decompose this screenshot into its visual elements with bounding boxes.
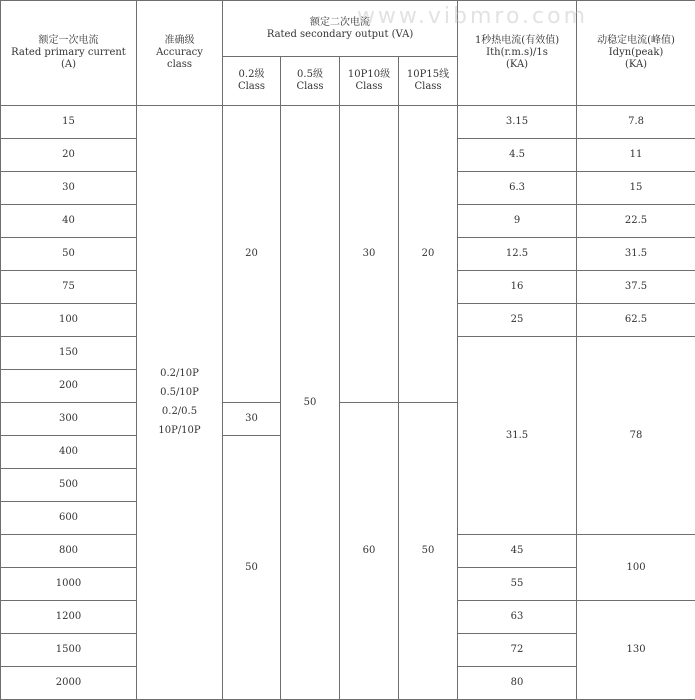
ith-cell: 25 (458, 304, 577, 337)
ith-cell: 16 (458, 271, 577, 304)
accuracy-class-cell: 0.2/10P 0.5/10P 0.2/0.5 10P/10P (137, 106, 223, 700)
primary-current-cell: 40 (1, 205, 137, 238)
idyn-cell: 130 (577, 601, 695, 700)
header-thermal-current: 1秒热电流(有效值) Ith(r.m.s)/1s (KA) (458, 1, 577, 106)
header-accuracy-class: 准确级 Accuracy class (137, 1, 223, 106)
ith-cell: 9 (458, 205, 577, 238)
header-class-10p15: 10P15线 Class (399, 57, 458, 106)
header-class-10p10: 10P10级 Class (340, 57, 399, 106)
primary-current-cell: 20 (1, 139, 137, 172)
primary-current-cell: 75 (1, 271, 137, 304)
idyn-cell: 62.5 (577, 304, 695, 337)
ith-cell: 4.5 (458, 139, 577, 172)
output-10p15-cell: 20 (399, 106, 458, 403)
output-05-cell: 50 (281, 106, 340, 700)
primary-current-cell: 150 (1, 337, 137, 370)
ith-cell: 55 (458, 568, 577, 601)
primary-current-cell: 100 (1, 304, 137, 337)
output-02-cell: 30 (223, 403, 281, 436)
table-row (1, 106, 695, 139)
ith-cell: 31.5 (458, 337, 577, 535)
header-class-05: 0.5级 Class (281, 57, 340, 106)
primary-current-cell: 200 (1, 370, 137, 403)
primary-current-cell: 15 (1, 106, 137, 139)
output-10p15-cell: 50 (399, 403, 458, 700)
primary-current-cell: 1200 (1, 601, 137, 634)
idyn-cell: 37.5 (577, 271, 695, 304)
primary-current-cell: 1000 (1, 568, 137, 601)
primary-current-cell: 500 (1, 469, 137, 502)
primary-current-cell: 300 (1, 403, 137, 436)
primary-current-cell: 800 (1, 535, 137, 568)
watermark-text: www.vibmro.com (356, 4, 589, 29)
ith-cell: 63 (458, 601, 577, 634)
idyn-cell: 11 (577, 139, 695, 172)
ith-cell: 80 (458, 667, 577, 700)
output-10p10-cell: 60 (340, 403, 399, 700)
idyn-cell: 100 (577, 535, 695, 601)
idyn-cell: 22.5 (577, 205, 695, 238)
primary-current-cell: 400 (1, 436, 137, 469)
header-class-02: 0.2级 Class (223, 57, 281, 106)
primary-current-cell: 50 (1, 238, 137, 271)
primary-current-cell: 30 (1, 172, 137, 205)
output-02-cell: 50 (223, 436, 281, 700)
ith-cell: 72 (458, 634, 577, 667)
ith-cell: 6.3 (458, 172, 577, 205)
primary-current-cell: 2000 (1, 667, 137, 700)
output-10p10-cell: 30 (340, 106, 399, 403)
header-row (1, 1, 695, 57)
primary-current-cell: 600 (1, 502, 137, 535)
idyn-cell: 15 (577, 172, 695, 205)
primary-current-cell: 1500 (1, 634, 137, 667)
idyn-cell: 78 (577, 337, 695, 535)
header-primary-current: 额定一次电流 Rated primary current (A) (1, 1, 137, 106)
ith-cell: 3.15 (458, 106, 577, 139)
output-02-cell: 20 (223, 106, 281, 403)
idyn-cell: 31.5 (577, 238, 695, 271)
ith-cell: 45 (458, 535, 577, 568)
idyn-cell: 7.8 (577, 106, 695, 139)
ith-cell: 12.5 (458, 238, 577, 271)
header-dynamic-current: 动稳定电流(峰值) Idyn(peak) (KA) (577, 1, 695, 106)
header-secondary-output: 额定二次电流 Rated secondary output (VA) (223, 1, 458, 57)
